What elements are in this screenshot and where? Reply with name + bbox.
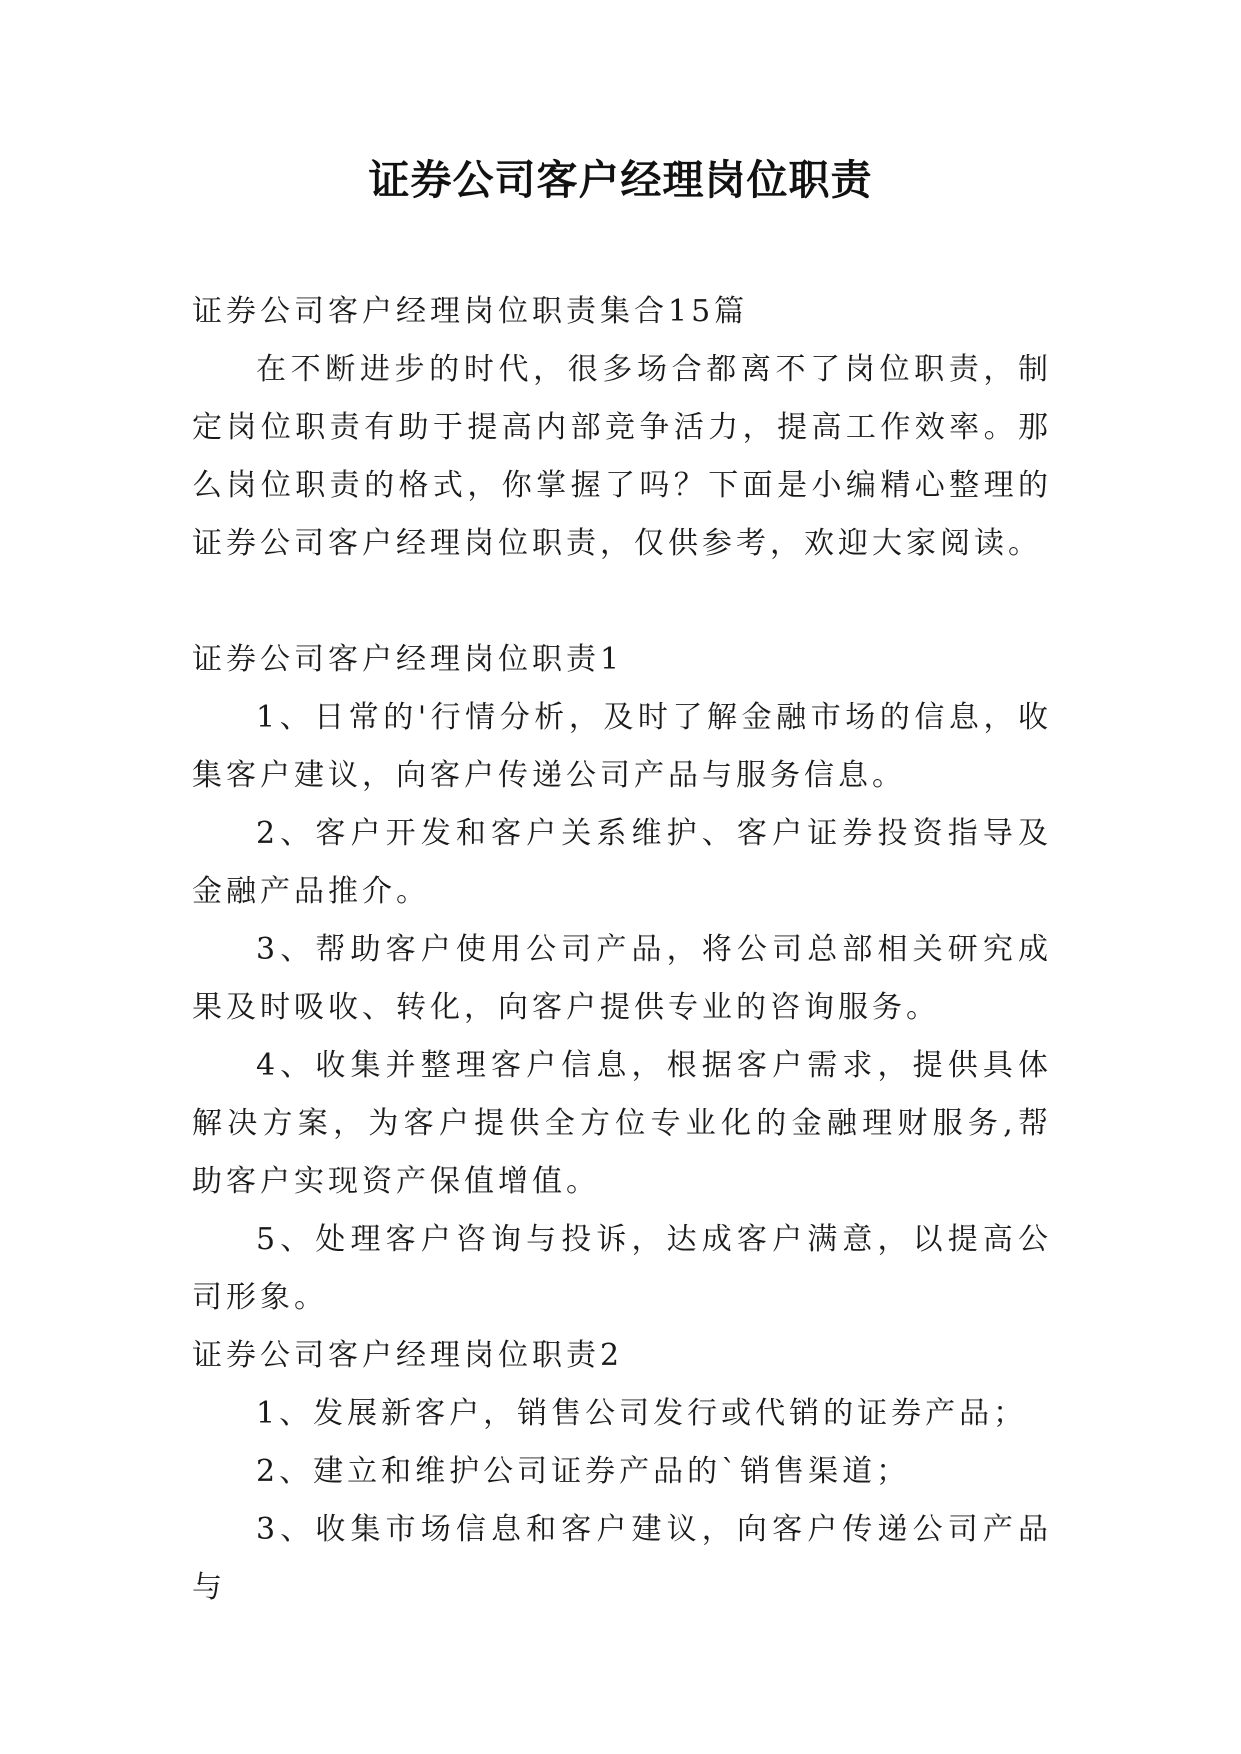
- document-title: 证券公司客户经理岗位职责: [368, 156, 873, 204]
- list-item: 3、帮助客户使用公司产品，将公司总部相关研究成果及时吸收、转化，向客户提供专业的咨询服务。: [192, 932, 1052, 1025]
- intro-paragraph: 在不断进步的时代，很多场合都离不了岗位职责，制定岗位职责有助于提高内部竞争活力，提高工作效率。那么岗位职责的格式，你掌握了吗？下面是小编精心整理的证券公司客户经理岗位职责，仅供参考，欢迎大家阅读。: [192, 352, 1052, 561]
- document-subtitle: 证券公司客户经理岗位职责集合15篇: [192, 294, 749, 329]
- list-item: 3、收集市场信息和客户建议，向客户传递公司产品与: [192, 1512, 1052, 1605]
- list-item: 2、客户开发和客户关系维护、客户证券投资指导及金融产品推介。: [192, 816, 1052, 909]
- list-item: 1、日常的'行情分析，及时了解金融市场的信息，收集客户建议，向客户传递公司产品与服务信息。: [192, 700, 1052, 793]
- list-item: 1、发展新客户，销售公司发行或代销的证券产品；: [256, 1396, 1028, 1431]
- list-item: 5、处理客户咨询与投诉，达成客户满意，以提高公司形象。: [192, 1222, 1052, 1315]
- document-body: [192, 283, 1052, 1617]
- section-heading: 证券公司客户经理岗位职责1: [192, 642, 624, 677]
- list-item: 2、建立和维护公司证券产品的`销售渠道；: [256, 1454, 911, 1489]
- list-item: 4、收集并整理客户信息，根据客户需求，提供具体解决方案，为客户提供全方位专业化的金融理财服务,帮助客户实现资产保值增值。: [192, 1048, 1052, 1199]
- section-heading: 证券公司客户经理岗位职责2: [192, 1338, 624, 1373]
